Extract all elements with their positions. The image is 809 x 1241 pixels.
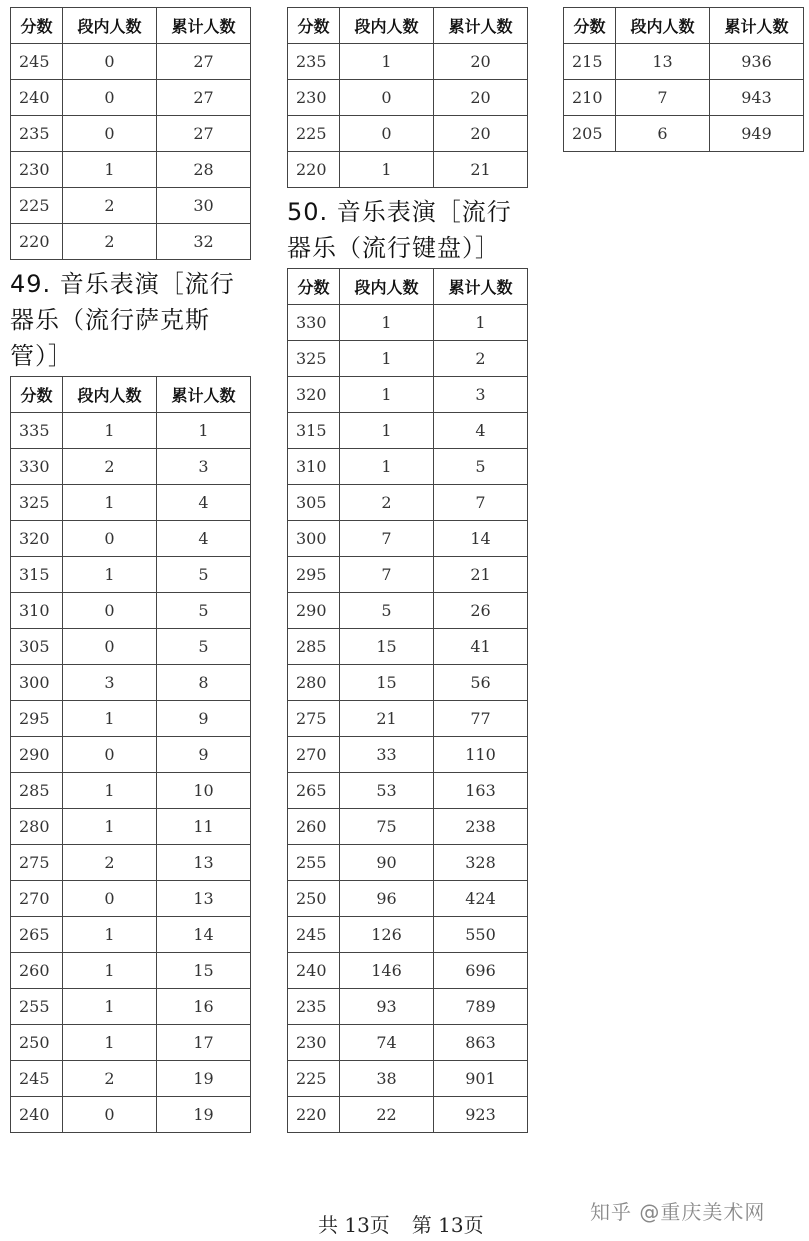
segment-count-cell: 1	[63, 485, 157, 521]
cumulative-count-cell: 9	[157, 701, 251, 737]
segment-count-cell: 96	[340, 881, 434, 917]
table-row	[11, 485, 251, 521]
score-table	[287, 7, 528, 188]
table-header-row	[288, 8, 528, 44]
middle-column	[287, 7, 527, 1133]
score-cell: 215	[564, 44, 616, 80]
table-row	[288, 737, 528, 773]
table-row	[288, 557, 528, 593]
table-row	[288, 809, 528, 845]
header-segment-count: 段内人数	[63, 377, 157, 413]
table-row	[288, 1097, 528, 1133]
cumulative-count-cell: 163	[434, 773, 528, 809]
cumulative-count-cell: 27	[157, 116, 251, 152]
table-row	[11, 737, 251, 773]
total-pages: 共 13页	[318, 1213, 390, 1237]
score-cell: 320	[288, 377, 340, 413]
cumulative-count-cell: 20	[434, 116, 528, 152]
header-score: 分数	[288, 269, 340, 305]
cumulative-count-cell: 923	[434, 1097, 528, 1133]
table-row	[11, 1025, 251, 1061]
cumulative-count-cell: 56	[434, 665, 528, 701]
segment-count-cell: 22	[340, 1097, 434, 1133]
current-page: 第 13页	[411, 1213, 484, 1237]
cumulative-count-cell: 9	[157, 737, 251, 773]
score-cell: 315	[288, 413, 340, 449]
score-cell: 225	[288, 1061, 340, 1097]
score-cell: 220	[288, 1097, 340, 1133]
table-row	[11, 1097, 251, 1133]
score-cell: 235	[288, 44, 340, 80]
segment-count-cell: 0	[63, 116, 157, 152]
segment-count-cell: 15	[340, 629, 434, 665]
cumulative-count-cell: 19	[157, 1061, 251, 1097]
score-cell: 300	[11, 665, 63, 701]
table-row	[11, 413, 251, 449]
cumulative-count-cell: 13	[157, 845, 251, 881]
segment-count-cell: 1	[63, 953, 157, 989]
segment-count-cell: 0	[63, 80, 157, 116]
cumulative-count-cell: 4	[434, 413, 528, 449]
segment-count-cell: 2	[63, 188, 157, 224]
table-row	[11, 989, 251, 1025]
score-cell: 285	[11, 773, 63, 809]
table-row	[11, 881, 251, 917]
score-cell: 275	[288, 701, 340, 737]
table-row	[11, 116, 251, 152]
cumulative-count-cell: 4	[157, 485, 251, 521]
segment-count-cell: 0	[340, 116, 434, 152]
segment-count-cell: 0	[63, 593, 157, 629]
score-table-50	[287, 268, 528, 1133]
segment-count-cell: 126	[340, 917, 434, 953]
table-row	[288, 1061, 528, 1097]
table-row	[11, 1061, 251, 1097]
table-row	[288, 881, 528, 917]
segment-count-cell: 2	[63, 845, 157, 881]
segment-count-cell: 1	[63, 557, 157, 593]
cumulative-count-cell: 20	[434, 44, 528, 80]
table-row	[11, 80, 251, 116]
table-row	[288, 701, 528, 737]
cumulative-count-cell: 32	[157, 224, 251, 260]
table-row	[288, 521, 528, 557]
table-row	[288, 1025, 528, 1061]
cumulative-count-cell: 21	[434, 557, 528, 593]
header-score: 分数	[564, 8, 616, 44]
score-table	[10, 7, 251, 260]
segment-count-cell: 1	[340, 413, 434, 449]
segment-count-cell: 1	[63, 1025, 157, 1061]
score-cell: 220	[11, 224, 63, 260]
table-header-row	[11, 8, 251, 44]
segment-count-cell: 7	[340, 521, 434, 557]
header-cumulative-count: 累计人数	[157, 377, 251, 413]
segment-count-cell: 15	[340, 665, 434, 701]
cumulative-count-cell: 4	[157, 521, 251, 557]
cumulative-count-cell: 3	[434, 377, 528, 413]
score-cell: 245	[11, 44, 63, 80]
segment-count-cell: 0	[63, 629, 157, 665]
table-header-row	[11, 377, 251, 413]
table-row	[11, 152, 251, 188]
header-score: 分数	[11, 377, 63, 413]
table-row	[288, 377, 528, 413]
segment-count-cell: 0	[63, 44, 157, 80]
score-cell: 265	[288, 773, 340, 809]
left-column	[10, 7, 250, 1133]
score-cell: 230	[288, 1025, 340, 1061]
score-cell: 290	[288, 593, 340, 629]
table-row	[288, 449, 528, 485]
segment-count-cell: 74	[340, 1025, 434, 1061]
segment-count-cell: 1	[340, 305, 434, 341]
table-row	[288, 44, 528, 80]
segment-count-cell: 0	[63, 1097, 157, 1133]
header-cumulative-count: 累计人数	[434, 8, 528, 44]
segment-count-cell: 75	[340, 809, 434, 845]
segment-count-cell: 0	[340, 80, 434, 116]
score-cell: 275	[11, 845, 63, 881]
cumulative-count-cell: 863	[434, 1025, 528, 1061]
header-score: 分数	[11, 8, 63, 44]
segment-count-cell: 0	[63, 737, 157, 773]
segment-count-cell: 1	[63, 701, 157, 737]
section-title-49: 49. 音乐表演［流行器乐（流行萨克斯管）］	[10, 270, 235, 370]
cumulative-count-cell: 238	[434, 809, 528, 845]
table-row	[11, 629, 251, 665]
table-header-row	[288, 269, 528, 305]
table-row	[288, 665, 528, 701]
table-row	[11, 917, 251, 953]
score-cell: 280	[11, 809, 63, 845]
segment-count-cell: 93	[340, 989, 434, 1025]
score-cell: 325	[11, 485, 63, 521]
score-cell: 305	[288, 485, 340, 521]
segment-count-cell: 1	[340, 44, 434, 80]
cumulative-count-cell: 7	[434, 485, 528, 521]
table-row	[11, 224, 251, 260]
cumulative-count-cell: 28	[157, 152, 251, 188]
segment-count-cell: 53	[340, 773, 434, 809]
score-cell: 205	[564, 116, 616, 152]
cumulative-count-cell: 936	[710, 44, 804, 80]
table-row	[11, 665, 251, 701]
score-cell: 310	[288, 449, 340, 485]
cumulative-count-cell: 14	[434, 521, 528, 557]
table-row	[288, 773, 528, 809]
score-cell: 335	[11, 413, 63, 449]
table-row	[288, 917, 528, 953]
table-row	[11, 845, 251, 881]
score-table	[563, 7, 804, 152]
cumulative-count-cell: 14	[157, 917, 251, 953]
score-cell: 245	[11, 1061, 63, 1097]
segment-count-cell: 1	[340, 152, 434, 188]
cumulative-count-cell: 10	[157, 773, 251, 809]
cumulative-count-cell: 21	[434, 152, 528, 188]
score-cell: 295	[288, 557, 340, 593]
cumulative-count-cell: 1	[434, 305, 528, 341]
segment-count-cell: 1	[340, 341, 434, 377]
right-column	[563, 7, 803, 152]
cumulative-count-cell: 696	[434, 953, 528, 989]
cumulative-count-cell: 901	[434, 1061, 528, 1097]
score-cell: 270	[11, 881, 63, 917]
watermark: 知乎 @重庆美术网	[590, 1200, 766, 1224]
cumulative-count-cell: 19	[157, 1097, 251, 1133]
score-cell: 235	[11, 116, 63, 152]
score-cell: 225	[11, 188, 63, 224]
score-cell: 210	[564, 80, 616, 116]
header-segment-count: 段内人数	[340, 269, 434, 305]
cumulative-count-cell: 789	[434, 989, 528, 1025]
table-header-row	[564, 8, 804, 44]
score-cell: 285	[288, 629, 340, 665]
cumulative-count-cell: 2	[434, 341, 528, 377]
table-row	[11, 701, 251, 737]
score-cell: 250	[11, 1025, 63, 1061]
cumulative-count-cell: 5	[157, 557, 251, 593]
segment-count-cell: 1	[63, 773, 157, 809]
segment-count-cell: 1	[63, 989, 157, 1025]
segment-count-cell: 0	[63, 881, 157, 917]
table-row	[288, 629, 528, 665]
score-cell: 235	[288, 989, 340, 1025]
cumulative-count-cell: 8	[157, 665, 251, 701]
cumulative-count-cell: 5	[157, 629, 251, 665]
cumulative-count-cell: 17	[157, 1025, 251, 1061]
table-row	[564, 80, 804, 116]
segment-count-cell: 7	[340, 557, 434, 593]
score-cell: 295	[11, 701, 63, 737]
table-row	[11, 188, 251, 224]
header-segment-count: 段内人数	[340, 8, 434, 44]
page-footer	[318, 1209, 484, 1238]
table-row	[288, 989, 528, 1025]
segment-count-cell: 38	[340, 1061, 434, 1097]
cumulative-count-cell: 943	[710, 80, 804, 116]
table-row	[11, 44, 251, 80]
score-cell: 300	[288, 521, 340, 557]
segment-count-cell: 3	[63, 665, 157, 701]
score-cell: 250	[288, 881, 340, 917]
cumulative-count-cell: 15	[157, 953, 251, 989]
cumulative-count-cell: 20	[434, 80, 528, 116]
segment-count-cell: 2	[63, 1061, 157, 1097]
segment-count-cell: 2	[63, 449, 157, 485]
score-cell: 330	[288, 305, 340, 341]
score-cell: 245	[288, 917, 340, 953]
score-cell: 230	[11, 152, 63, 188]
segment-count-cell: 1	[340, 377, 434, 413]
cumulative-count-cell: 424	[434, 881, 528, 917]
cumulative-count-cell: 110	[434, 737, 528, 773]
segment-count-cell: 2	[340, 485, 434, 521]
header-score: 分数	[288, 8, 340, 44]
table-row	[288, 953, 528, 989]
cumulative-count-cell: 30	[157, 188, 251, 224]
score-table-49	[10, 376, 251, 1133]
table-row	[288, 413, 528, 449]
score-cell: 330	[11, 449, 63, 485]
header-cumulative-count: 累计人数	[710, 8, 804, 44]
table-row	[288, 593, 528, 629]
segment-count-cell: 0	[63, 521, 157, 557]
score-cell: 290	[11, 737, 63, 773]
cumulative-count-cell: 11	[157, 809, 251, 845]
segment-count-cell: 1	[63, 413, 157, 449]
cumulative-count-cell: 5	[157, 593, 251, 629]
cumulative-count-cell: 550	[434, 917, 528, 953]
score-cell: 240	[11, 1097, 63, 1133]
segment-count-cell: 1	[63, 917, 157, 953]
cumulative-count-cell: 27	[157, 80, 251, 116]
table-row	[11, 593, 251, 629]
score-cell: 240	[11, 80, 63, 116]
score-cell: 255	[11, 989, 63, 1025]
segment-count-cell: 146	[340, 953, 434, 989]
segment-count-cell: 21	[340, 701, 434, 737]
cumulative-count-cell: 328	[434, 845, 528, 881]
header-segment-count: 段内人数	[63, 8, 157, 44]
score-cell: 265	[11, 917, 63, 953]
score-cell: 230	[288, 80, 340, 116]
table-row	[11, 773, 251, 809]
segment-count-cell: 1	[63, 809, 157, 845]
table-row	[288, 305, 528, 341]
cumulative-count-cell: 77	[434, 701, 528, 737]
segment-count-cell: 1	[63, 152, 157, 188]
score-cell: 310	[11, 593, 63, 629]
cumulative-count-cell: 949	[710, 116, 804, 152]
header-cumulative-count: 累计人数	[434, 269, 528, 305]
score-cell: 305	[11, 629, 63, 665]
table-row	[288, 80, 528, 116]
table-row	[11, 449, 251, 485]
header-segment-count: 段内人数	[616, 8, 710, 44]
score-cell: 225	[288, 116, 340, 152]
score-cell: 255	[288, 845, 340, 881]
cumulative-count-cell: 3	[157, 449, 251, 485]
segment-count-cell: 2	[63, 224, 157, 260]
table-row	[11, 557, 251, 593]
cumulative-count-cell: 16	[157, 989, 251, 1025]
segment-count-cell: 7	[616, 80, 710, 116]
score-cell: 240	[288, 953, 340, 989]
segment-count-cell: 90	[340, 845, 434, 881]
score-cell: 315	[11, 557, 63, 593]
score-cell: 325	[288, 341, 340, 377]
score-cell: 260	[288, 809, 340, 845]
score-cell: 220	[288, 152, 340, 188]
score-cell: 260	[11, 953, 63, 989]
cumulative-count-cell: 13	[157, 881, 251, 917]
cumulative-count-cell: 41	[434, 629, 528, 665]
cumulative-count-cell: 5	[434, 449, 528, 485]
score-cell: 320	[11, 521, 63, 557]
table-row	[11, 953, 251, 989]
table-row	[288, 485, 528, 521]
segment-count-cell: 6	[616, 116, 710, 152]
score-cell: 270	[288, 737, 340, 773]
cumulative-count-cell: 1	[157, 413, 251, 449]
cumulative-count-cell: 27	[157, 44, 251, 80]
header-cumulative-count: 累计人数	[157, 8, 251, 44]
table-row	[11, 521, 251, 557]
table-row	[288, 152, 528, 188]
segment-count-cell: 33	[340, 737, 434, 773]
table-row	[288, 341, 528, 377]
table-row	[288, 116, 528, 152]
segment-count-cell: 13	[616, 44, 710, 80]
score-cell: 280	[288, 665, 340, 701]
table-row	[564, 116, 804, 152]
segment-count-cell: 5	[340, 593, 434, 629]
table-row	[288, 845, 528, 881]
section-title-50: 50. 音乐表演［流行器乐（流行键盘）］	[287, 198, 512, 262]
table-row	[564, 44, 804, 80]
table-row	[11, 809, 251, 845]
segment-count-cell: 1	[340, 449, 434, 485]
cumulative-count-cell: 26	[434, 593, 528, 629]
